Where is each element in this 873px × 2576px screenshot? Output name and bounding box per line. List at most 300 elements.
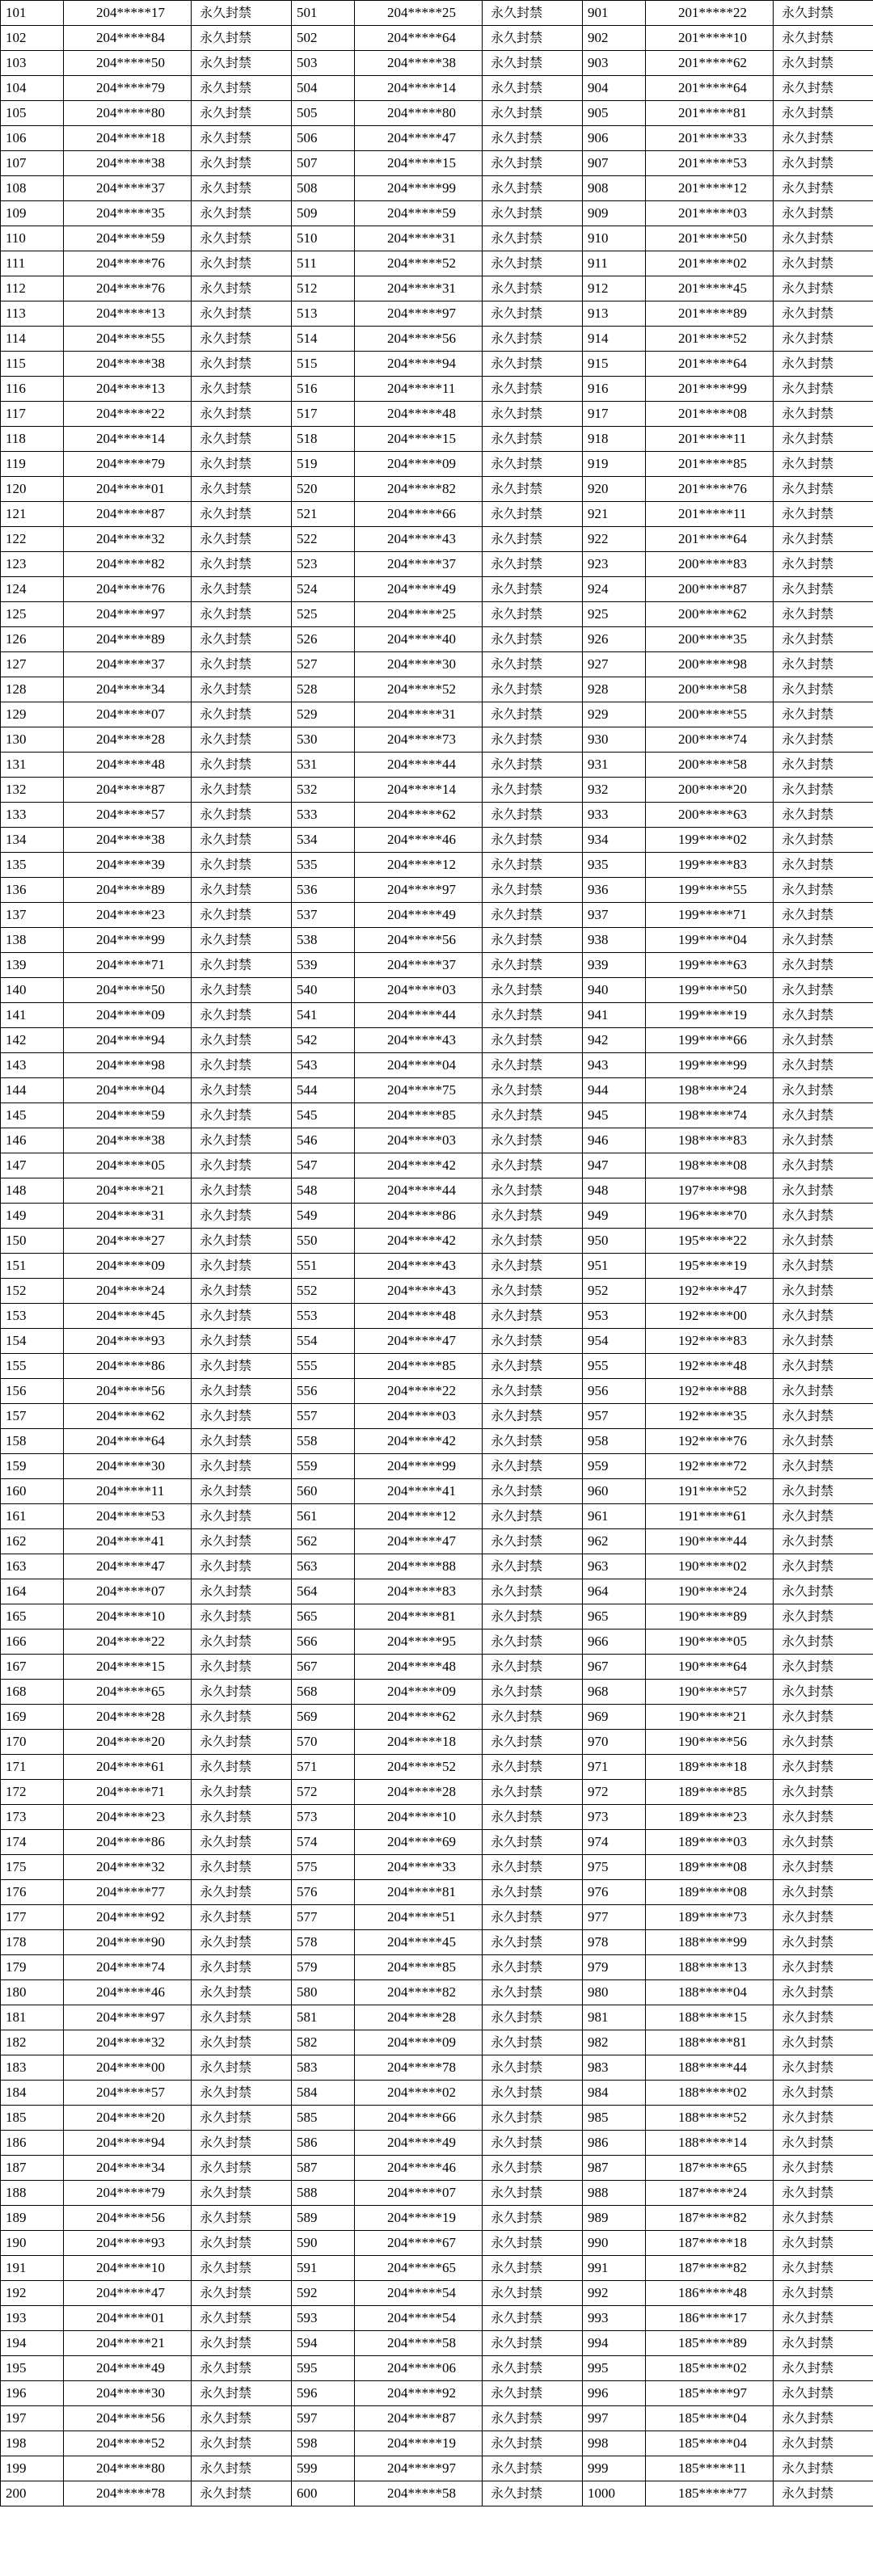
ban-status: 永久封禁 (774, 101, 873, 126)
ban-status: 永久封禁 (483, 753, 583, 778)
ban-status: 永久封禁 (774, 677, 873, 702)
masked-account-id: 188*****02 (646, 2081, 774, 2106)
ban-status: 永久封禁 (192, 1304, 292, 1329)
ban-status: 永久封禁 (483, 201, 583, 226)
table-row (1, 978, 873, 1003)
table-row (1, 201, 873, 226)
table-row (1, 1429, 873, 1454)
entry-number: 934 (583, 828, 646, 853)
masked-account-id: 204*****22 (64, 402, 192, 427)
masked-account-id: 190*****89 (646, 1604, 774, 1629)
masked-account-id: 189*****18 (646, 1755, 774, 1780)
table-row (1, 727, 873, 753)
ban-status: 永久封禁 (774, 1028, 873, 1053)
masked-account-id: 204*****64 (355, 26, 483, 51)
masked-account-id: 200*****35 (646, 627, 774, 652)
table-row (1, 1454, 873, 1479)
table-row (1, 2381, 873, 2406)
ban-status: 永久封禁 (192, 1629, 292, 1655)
masked-account-id: 204*****19 (355, 2206, 483, 2231)
ban-status: 永久封禁 (483, 2131, 583, 2156)
ban-status: 永久封禁 (483, 1655, 583, 1680)
masked-account-id: 204*****87 (355, 2406, 483, 2431)
ban-status: 永久封禁 (774, 1680, 873, 1705)
masked-account-id: 204*****92 (355, 2381, 483, 2406)
ban-status: 永久封禁 (483, 602, 583, 627)
ban-status: 永久封禁 (483, 1629, 583, 1655)
ban-status: 永久封禁 (483, 527, 583, 552)
masked-account-id: 204*****84 (64, 26, 192, 51)
masked-account-id: 204*****42 (355, 1429, 483, 1454)
ban-status: 永久封禁 (192, 2231, 292, 2256)
ban-status: 永久封禁 (774, 2106, 873, 2131)
masked-account-id: 200*****58 (646, 753, 774, 778)
masked-account-id: 189*****08 (646, 1880, 774, 1905)
masked-account-id: 204*****49 (355, 2131, 483, 2156)
entry-number: 124 (1, 577, 64, 602)
ban-status: 永久封禁 (774, 828, 873, 853)
masked-account-id: 201*****45 (646, 276, 774, 301)
masked-account-id: 204*****33 (355, 1855, 483, 1880)
ban-status: 永久封禁 (192, 1655, 292, 1680)
ban-status: 永久封禁 (774, 1354, 873, 1379)
masked-account-id: 204*****56 (355, 327, 483, 352)
masked-account-id: 204*****20 (64, 1730, 192, 1755)
ban-status: 永久封禁 (483, 1730, 583, 1755)
table-row (1, 2156, 873, 2181)
masked-account-id: 204*****49 (64, 2356, 192, 2381)
entry-number: 942 (583, 1028, 646, 1053)
ban-status: 永久封禁 (483, 2356, 583, 2381)
entry-number: 128 (1, 677, 64, 702)
entry-number: 970 (583, 1730, 646, 1755)
masked-account-id: 204*****82 (355, 477, 483, 502)
ban-status: 永久封禁 (192, 51, 292, 76)
entry-number: 535 (292, 853, 355, 878)
entry-number: 190 (1, 2231, 64, 2256)
ban-status: 永久封禁 (483, 477, 583, 502)
masked-account-id: 204*****89 (64, 627, 192, 652)
entry-number: 173 (1, 1805, 64, 1830)
entry-number: 569 (292, 1705, 355, 1730)
entry-number: 904 (583, 76, 646, 101)
masked-account-id: 204*****56 (64, 2406, 192, 2431)
masked-account-id: 204*****09 (64, 1254, 192, 1279)
entry-number: 114 (1, 327, 64, 352)
entry-number: 553 (292, 1304, 355, 1329)
table-row (1, 276, 873, 301)
table-row (1, 1178, 873, 1204)
ban-list-body (1, 1, 873, 2506)
masked-account-id: 204*****38 (64, 151, 192, 176)
table-row (1, 427, 873, 452)
masked-account-id: 204*****31 (64, 1204, 192, 1229)
entry-number: 589 (292, 2206, 355, 2231)
entry-number: 963 (583, 1554, 646, 1579)
entry-number: 160 (1, 1479, 64, 1504)
ban-status: 永久封禁 (483, 1279, 583, 1304)
ban-status: 永久封禁 (774, 2055, 873, 2081)
ban-status: 永久封禁 (192, 2431, 292, 2456)
entry-number: 157 (1, 1404, 64, 1429)
entry-number: 129 (1, 702, 64, 727)
ban-status: 永久封禁 (483, 1955, 583, 1980)
ban-status: 永久封禁 (192, 276, 292, 301)
masked-account-id: 204*****76 (64, 251, 192, 276)
masked-account-id: 204*****71 (64, 1780, 192, 1805)
entry-number: 975 (583, 1855, 646, 1880)
ban-status: 永久封禁 (483, 1830, 583, 1855)
entry-number: 542 (292, 1028, 355, 1053)
table-row (1, 2131, 873, 2156)
masked-account-id: 186*****17 (646, 2306, 774, 2331)
ban-status: 永久封禁 (483, 1880, 583, 1905)
ban-status: 永久封禁 (774, 2481, 873, 2506)
ban-status: 永久封禁 (192, 1003, 292, 1028)
masked-account-id: 204*****01 (64, 477, 192, 502)
masked-account-id: 204*****04 (355, 1053, 483, 1078)
entry-number: 510 (292, 226, 355, 251)
ban-status: 永久封禁 (483, 1554, 583, 1579)
ban-status: 永久封禁 (483, 1354, 583, 1379)
entry-number: 501 (292, 1, 355, 26)
table-row (1, 1680, 873, 1705)
masked-account-id: 204*****35 (64, 201, 192, 226)
masked-account-id: 204*****09 (64, 1003, 192, 1028)
entry-number: 524 (292, 577, 355, 602)
ban-status: 永久封禁 (774, 1880, 873, 1905)
entry-number: 131 (1, 753, 64, 778)
masked-account-id: 204*****86 (64, 1354, 192, 1379)
ban-status: 永久封禁 (483, 1454, 583, 1479)
ban-status: 永久封禁 (483, 2431, 583, 2456)
entry-number: 144 (1, 1078, 64, 1103)
masked-account-id: 204*****53 (64, 1504, 192, 1529)
masked-account-id: 204*****82 (355, 1980, 483, 2005)
ban-status: 永久封禁 (192, 427, 292, 452)
masked-account-id: 204*****13 (64, 377, 192, 402)
ban-status: 永久封禁 (483, 1680, 583, 1705)
entry-number: 976 (583, 1880, 646, 1905)
entry-number: 933 (583, 803, 646, 828)
masked-account-id: 185*****89 (646, 2331, 774, 2356)
masked-account-id: 204*****88 (355, 1554, 483, 1579)
masked-account-id: 204*****67 (355, 2231, 483, 2256)
table-row (1, 1980, 873, 2005)
masked-account-id: 190*****02 (646, 1554, 774, 1579)
ban-status: 永久封禁 (483, 903, 583, 928)
ban-status: 永久封禁 (192, 677, 292, 702)
entry-number: 599 (292, 2456, 355, 2481)
entry-number: 950 (583, 1229, 646, 1254)
table-row (1, 753, 873, 778)
masked-account-id: 189*****03 (646, 1830, 774, 1855)
entry-number: 990 (583, 2231, 646, 2256)
table-row (1, 477, 873, 502)
entry-number: 960 (583, 1479, 646, 1504)
table-row (1, 2055, 873, 2081)
entry-number: 513 (292, 301, 355, 327)
ban-status: 永久封禁 (483, 2156, 583, 2181)
masked-account-id: 192*****76 (646, 1429, 774, 1454)
masked-account-id: 201*****64 (646, 76, 774, 101)
masked-account-id: 204*****11 (64, 1479, 192, 1504)
entry-number: 932 (583, 778, 646, 803)
table-row (1, 2106, 873, 2131)
masked-account-id: 204*****43 (355, 527, 483, 552)
entry-number: 161 (1, 1504, 64, 1529)
entry-number: 957 (583, 1404, 646, 1429)
table-row (1, 527, 873, 552)
ban-status: 永久封禁 (192, 226, 292, 251)
masked-account-id: 204*****10 (355, 1805, 483, 1830)
ban-status: 永久封禁 (483, 1204, 583, 1229)
entry-number: 189 (1, 2206, 64, 2231)
masked-account-id: 204*****05 (64, 1153, 192, 1178)
masked-account-id: 199*****55 (646, 878, 774, 903)
ban-status: 永久封禁 (483, 276, 583, 301)
masked-account-id: 204*****39 (64, 853, 192, 878)
ban-status: 永久封禁 (483, 2081, 583, 2106)
ban-status: 永久封禁 (483, 853, 583, 878)
entry-number: 165 (1, 1604, 64, 1629)
ban-status: 永久封禁 (483, 552, 583, 577)
ban-status: 永久封禁 (483, 2005, 583, 2030)
masked-account-id: 204*****48 (355, 402, 483, 427)
ban-status: 永久封禁 (483, 1604, 583, 1629)
entry-number: 964 (583, 1579, 646, 1604)
masked-account-id: 204*****28 (355, 2005, 483, 2030)
entry-number: 143 (1, 1053, 64, 1078)
entry-number: 514 (292, 327, 355, 352)
masked-account-id: 204*****47 (355, 126, 483, 151)
masked-account-id: 204*****41 (355, 1479, 483, 1504)
ban-status: 永久封禁 (774, 126, 873, 151)
entry-number: 596 (292, 2381, 355, 2406)
entry-number: 549 (292, 1204, 355, 1229)
entry-number: 183 (1, 2055, 64, 2081)
entry-number: 556 (292, 1379, 355, 1404)
masked-account-id: 204*****62 (355, 803, 483, 828)
entry-number: 993 (583, 2306, 646, 2331)
entry-number: 928 (583, 677, 646, 702)
entry-number: 943 (583, 1053, 646, 1078)
ban-status: 永久封禁 (774, 2356, 873, 2381)
ban-status: 永久封禁 (483, 727, 583, 753)
entry-number: 545 (292, 1103, 355, 1128)
entry-number: 579 (292, 1955, 355, 1980)
masked-account-id: 204*****80 (64, 2456, 192, 2481)
ban-status: 永久封禁 (192, 803, 292, 828)
entry-number: 170 (1, 1730, 64, 1755)
ban-status: 永久封禁 (774, 327, 873, 352)
ban-status: 永久封禁 (774, 552, 873, 577)
ban-status: 永久封禁 (483, 2406, 583, 2431)
entry-number: 523 (292, 552, 355, 577)
entry-number: 522 (292, 527, 355, 552)
masked-account-id: 204*****32 (64, 2030, 192, 2055)
ban-status: 永久封禁 (774, 1479, 873, 1504)
ban-status: 永久封禁 (774, 2156, 873, 2181)
ban-status: 永久封禁 (774, 1178, 873, 1204)
table-row (1, 51, 873, 76)
masked-account-id: 204*****93 (64, 1329, 192, 1354)
masked-account-id: 204*****15 (355, 427, 483, 452)
entry-number: 983 (583, 2055, 646, 2081)
entry-number: 559 (292, 1454, 355, 1479)
masked-account-id: 185*****04 (646, 2406, 774, 2431)
masked-account-id: 204*****09 (355, 1680, 483, 1705)
ban-status: 永久封禁 (483, 1003, 583, 1028)
ban-status: 永久封禁 (774, 1830, 873, 1855)
entry-number: 533 (292, 803, 355, 828)
ban-status: 永久封禁 (774, 1003, 873, 1028)
table-row (1, 1604, 873, 1629)
ban-status: 永久封禁 (483, 1429, 583, 1454)
table-row (1, 226, 873, 251)
table-row (1, 1529, 873, 1554)
ban-status: 永久封禁 (774, 2131, 873, 2156)
ban-status: 永久封禁 (192, 1780, 292, 1805)
ban-status: 永久封禁 (483, 652, 583, 677)
ban-status: 永久封禁 (483, 1755, 583, 1780)
entry-number: 145 (1, 1103, 64, 1128)
entry-number: 585 (292, 2106, 355, 2131)
masked-account-id: 204*****78 (64, 2481, 192, 2506)
ban-status: 永久封禁 (192, 1980, 292, 2005)
ban-status: 永久封禁 (774, 953, 873, 978)
masked-account-id: 201*****62 (646, 51, 774, 76)
entry-number: 188 (1, 2181, 64, 2206)
masked-account-id: 204*****94 (355, 352, 483, 377)
entry-number: 945 (583, 1103, 646, 1128)
masked-account-id: 204*****32 (64, 527, 192, 552)
entry-number: 529 (292, 702, 355, 727)
entry-number: 952 (583, 1279, 646, 1304)
ban-status: 永久封禁 (192, 2005, 292, 2030)
entry-number: 560 (292, 1479, 355, 1504)
masked-account-id: 204*****50 (64, 51, 192, 76)
masked-account-id: 204*****57 (64, 2081, 192, 2106)
masked-account-id: 201*****85 (646, 452, 774, 477)
entry-number: 150 (1, 1229, 64, 1254)
ban-status: 永久封禁 (483, 1529, 583, 1554)
masked-account-id: 204*****99 (355, 1454, 483, 1479)
ban-status: 永久封禁 (774, 151, 873, 176)
entry-number: 914 (583, 327, 646, 352)
entry-number: 999 (583, 2456, 646, 2481)
entry-number: 123 (1, 552, 64, 577)
entry-number: 185 (1, 2106, 64, 2131)
masked-account-id: 204*****37 (355, 953, 483, 978)
table-row (1, 1329, 873, 1354)
ban-status: 永久封禁 (483, 953, 583, 978)
ban-status: 永久封禁 (483, 1254, 583, 1279)
masked-account-id: 199*****50 (646, 978, 774, 1003)
masked-account-id: 204*****86 (355, 1204, 483, 1229)
ban-status: 永久封禁 (774, 2281, 873, 2306)
masked-account-id: 204*****97 (64, 2005, 192, 2030)
entry-number: 536 (292, 878, 355, 903)
table-row (1, 1504, 873, 1529)
entry-number: 594 (292, 2331, 355, 2356)
masked-account-id: 204*****00 (64, 2055, 192, 2081)
ban-status: 永久封禁 (483, 1805, 583, 1830)
entry-number: 570 (292, 1730, 355, 1755)
masked-account-id: 204*****17 (64, 1, 192, 26)
entry-number: 575 (292, 1855, 355, 1880)
masked-account-id: 204*****31 (355, 702, 483, 727)
entry-number: 176 (1, 1880, 64, 1905)
ban-status: 永久封禁 (774, 1930, 873, 1955)
masked-account-id: 204*****12 (355, 1504, 483, 1529)
ban-status: 永久封禁 (192, 1028, 292, 1053)
entry-number: 191 (1, 2256, 64, 2281)
table-row (1, 176, 873, 201)
ban-status: 永久封禁 (192, 402, 292, 427)
entry-number: 138 (1, 928, 64, 953)
ban-status: 永久封禁 (483, 1329, 583, 1354)
masked-account-id: 192*****72 (646, 1454, 774, 1479)
masked-account-id: 189*****08 (646, 1855, 774, 1880)
ban-status: 永久封禁 (774, 652, 873, 677)
entry-number: 504 (292, 76, 355, 101)
entry-number: 511 (292, 251, 355, 276)
entry-number: 938 (583, 928, 646, 953)
masked-account-id: 195*****22 (646, 1229, 774, 1254)
masked-account-id: 204*****20 (64, 2106, 192, 2131)
ban-status: 永久封禁 (483, 126, 583, 151)
entry-number: 122 (1, 527, 64, 552)
entry-number: 182 (1, 2030, 64, 2055)
entry-number: 109 (1, 201, 64, 226)
entry-number: 155 (1, 1354, 64, 1379)
masked-account-id: 204*****66 (355, 2106, 483, 2131)
entry-number: 134 (1, 828, 64, 853)
masked-account-id: 204*****48 (64, 753, 192, 778)
ban-status: 永久封禁 (483, 778, 583, 803)
masked-account-id: 204*****21 (64, 2331, 192, 2356)
masked-account-id: 204*****47 (64, 1554, 192, 1579)
masked-account-id: 204*****62 (64, 1404, 192, 1429)
ban-status: 永久封禁 (774, 1304, 873, 1329)
ban-status: 永久封禁 (192, 1880, 292, 1905)
entry-number: 509 (292, 201, 355, 226)
ban-status: 永久封禁 (192, 1204, 292, 1229)
entry-number: 126 (1, 627, 64, 652)
entry-number: 969 (583, 1705, 646, 1730)
masked-account-id: 201*****89 (646, 301, 774, 327)
table-row (1, 1629, 873, 1655)
ban-status: 永久封禁 (774, 2030, 873, 2055)
entry-number: 543 (292, 1053, 355, 1078)
entry-number: 517 (292, 402, 355, 427)
entry-number: 920 (583, 477, 646, 502)
entry-number: 905 (583, 101, 646, 126)
entry-number: 566 (292, 1629, 355, 1655)
masked-account-id: 204*****28 (355, 1780, 483, 1805)
ban-status: 永久封禁 (483, 2055, 583, 2081)
entry-number: 554 (292, 1329, 355, 1354)
entry-number: 571 (292, 1755, 355, 1780)
entry-number: 133 (1, 803, 64, 828)
entry-number: 962 (583, 1529, 646, 1554)
table-row (1, 1128, 873, 1153)
ban-status: 永久封禁 (192, 301, 292, 327)
masked-account-id: 188*****15 (646, 2005, 774, 2030)
ban-status: 永久封禁 (192, 201, 292, 226)
entry-number: 915 (583, 352, 646, 377)
